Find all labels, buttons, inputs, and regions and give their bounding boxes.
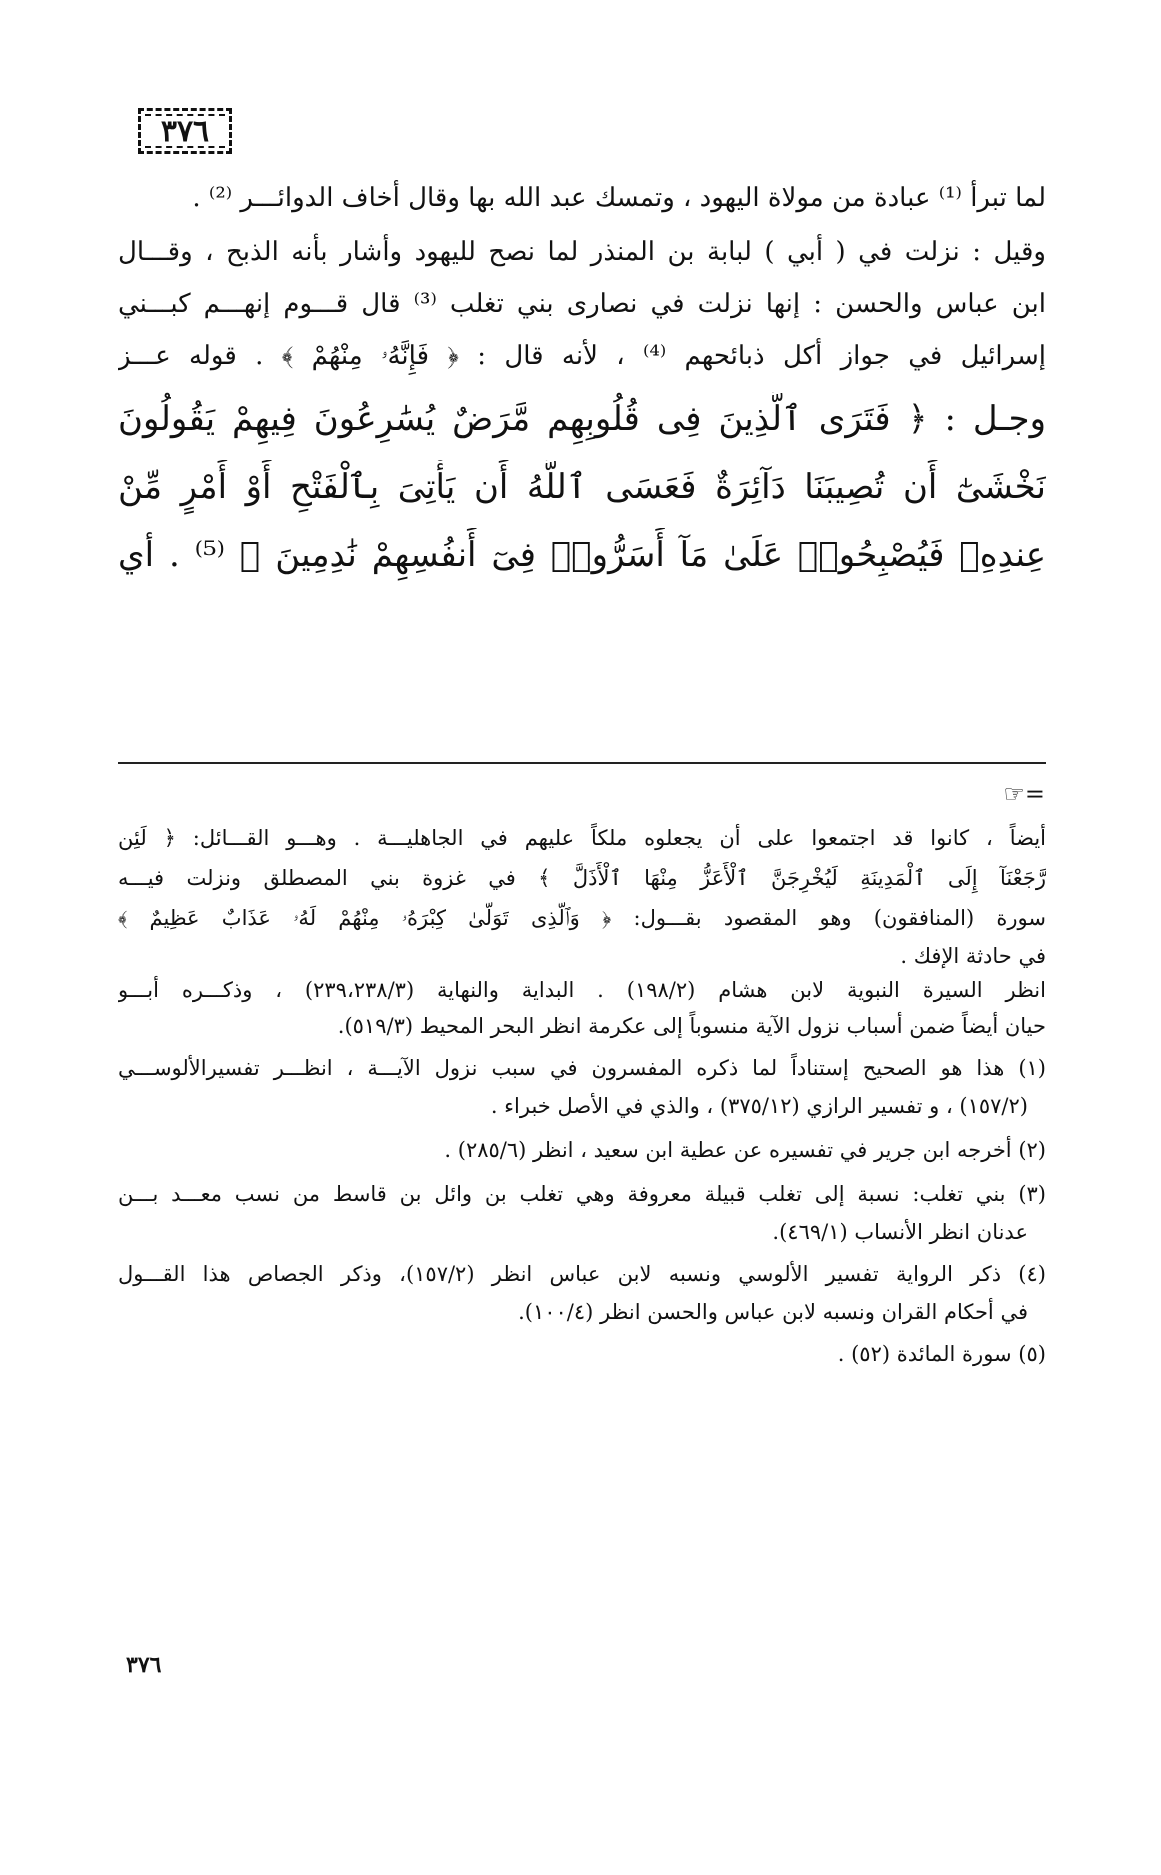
footnote-line: (١) هذا هو الصحيح إستناداً لما ذكره المفسرون في سبب نزول الآيـــة ، انظـــر تفسيرالألوســـي: [118, 1056, 1046, 1080]
quran-verse-line: عِندِهِۦ فَيُصْبِحُوا۟ عَلَىٰ مَآ أَسَرُّوا۟ فِىٓ أَنفُسِهِمْ نَٰدِمِينَ ﴾ ⁽⁵⁾ . أي: [118, 535, 1046, 575]
page-number-bottom: ٣٧٦: [126, 1652, 162, 1678]
footnote-line: في حادثة الإفك .: [900, 944, 1046, 968]
body-line: ابن عباس والحسن : إنها نزلت في نصارى بني تغلب ⁽³⁾ قال قـــوم إنهـــم كبـــني: [118, 289, 1046, 319]
footnote-line: في أحكام القران ونسبه لابن عباس والحسن انظر (١٠٠/٤).: [518, 1300, 1028, 1324]
quran-verse-line: نَخْشَىٰٓ أَن تُصِيبَنَا دَآئِرَةٌ فَعَسَى ٱللَّهُ أَن يَأْتِىَ بِٱلْفَتْحِ أَوْ أَمْرٍ مِّنْ: [118, 467, 1046, 507]
body-line: إسرائيل في جواز أكل ذبائحهم ⁽⁴⁾ ، لأنه قال : ﴿ فَإِنَّهُۥ مِنْهُمْ ﴾ . قوله عـــز: [118, 341, 1046, 371]
footnote-line: عدنان انظر الأنساب (٤٦٩/١).: [772, 1220, 1028, 1244]
footnote-line: (٣) بني تغلب: نسبة إلى تغلب قبيلة معروفة وهي تغلب بن وائل بن قاسط من نسب معـــد بـــن: [118, 1182, 1046, 1206]
footnote-line: انظر السيرة النبوية لابن هشام (١٩٨/٢) . البداية والنهاية (٢٣٩،٢٣٨/٣) ، وذكـــره أبـــو: [118, 978, 1046, 1002]
body-line: لما تبرأ ⁽¹⁾ عبادة من مولاة اليهود ، وتمسك عبد الله بها وقال أخاف الدوائـــر ⁽²⁾ .: [192, 183, 1046, 213]
footnote-line: (٤) ذكر الرواية تفسير الألوسي ونسبه لابن عباس انظر (١٥٧/٢)، وذكر الجصاص هذا القـــول: [118, 1262, 1046, 1286]
quran-verse-line: وجـل : ﴿ فَتَرَى ٱلَّذِينَ فِى قُلُوبِهِم مَّرَضٌ يُسَٰرِعُونَ فِيهِمْ يَقُولُونَ: [118, 399, 1046, 439]
footnote-line: (١٥٧/٢) ، و تفسير الرازي (٣٧٥/١٢) ، والذي في الأصل خبراء .: [490, 1094, 1028, 1118]
footnote-line: (٥) سورة المائدة (٥٢) .: [837, 1342, 1046, 1366]
pointing-hand-icon: ☞=: [1003, 780, 1045, 808]
body-line: وقيل : نزلت في ( أبي ) لبابة بن المنذر لما نصح لليهود وأشار بأنه الذبح ، وقـــال: [118, 237, 1046, 267]
footnote-line: حيان أيضاً ضمن أسباب نزول الآية منسوباً إلى عكرمة انظر البحر المحيط (٥١٩/٣).: [337, 1014, 1046, 1038]
footnote-line: رَّجَعْنَآ إِلَى ٱلْمَدِينَةِ لَيُخْرِجَنَّ ٱلْأَعَزُّ مِنْهَا ٱلْأَذَلَّ ﴾ في غزوة بني المصطلق ونزلت فيـــه: [118, 866, 1046, 890]
footnote-line: (٢) أخرجه ابن جرير في تفسيره عن عطية ابن سعيد ، انظر (٢٨٥/٦) .: [444, 1138, 1046, 1162]
page-number-top: ٣٧٦: [160, 113, 210, 149]
page-number-box: [138, 108, 232, 154]
footnote-divider: [118, 762, 1046, 764]
footnote-line: أيضاً ، كانوا قد اجتمعوا على أن يجعلوه ملكاً عليهم في الجاهليـــة . وهـــو القـــائل: ﴿ لَئِن: [118, 826, 1046, 850]
footnote-line: سورة (المنافقون) وهو المقصود بقـــول: ﴿ وَٱلَّذِى تَوَلَّىٰ كِبْرَهُۥ مِنْهُمْ لَهُۥ عَذَابٌ عَظِيمٌ ﴾: [118, 906, 1046, 930]
